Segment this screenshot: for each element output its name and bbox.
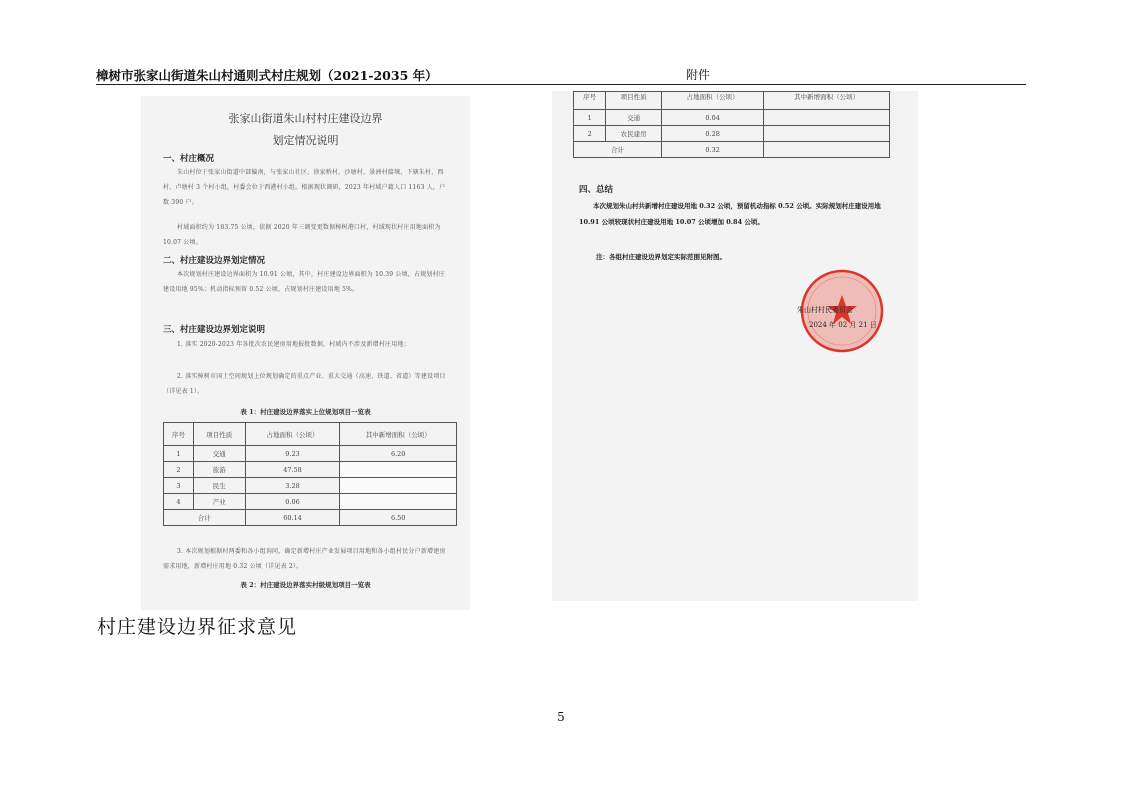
total-new: 6.50 <box>340 510 457 526</box>
cell <box>764 110 890 126</box>
cell: 1 <box>164 446 194 462</box>
table-header-row <box>164 423 457 446</box>
section-heading-3: 三、村庄建设边界划定说明 <box>163 325 266 335</box>
cell: 民生 <box>193 478 245 494</box>
page-number: 5 <box>557 710 565 724</box>
signing-organization: 朱山村村民委员会 <box>797 306 853 314</box>
total-new <box>764 142 890 158</box>
cell <box>340 494 457 510</box>
cell: 3.28 <box>245 478 340 494</box>
cell: 2 <box>574 126 606 142</box>
summary-paragraph: 本次规划朱山村共新增村庄建设用地 0.32 公顷，预留机动指标 0.52 公顷。实际规划村庄建设用地 10.91 公顷较现状村庄建设用地 10.07 公顷增加 0.84 公顷。 <box>579 202 881 226</box>
section-heading-1: 一、村庄概况 <box>163 154 215 164</box>
cell <box>764 126 890 142</box>
header-cell: 序号 <box>164 423 194 446</box>
table-row <box>164 478 457 494</box>
paragraph-overview: 朱山村位于张家山街道中部偏南，与张家山社区、徐家桥村、沙塘村、景洲村接壤，下辖朱村、西村、卢塘村 3 个村小组，村委会位于西港村小组。根据现状调研，2023 年村域户籍人口 1163 人，户数 390 户。 <box>163 169 446 206</box>
signing-date: 2024 年 02 月 21 日 <box>809 321 877 329</box>
header-rule <box>96 84 1026 85</box>
figure-caption: 村庄建设边界征求意见 <box>97 616 298 638</box>
scanned-page-left <box>141 96 470 610</box>
table-total-row <box>574 142 890 158</box>
table-total-row <box>164 510 457 526</box>
scan-title-line2: 划定情况说明 <box>272 134 339 147</box>
page-header <box>96 66 1026 86</box>
table-2 <box>573 91 890 158</box>
header-cell: 其中新增面积（公顷） <box>340 423 457 446</box>
paragraph-boundary: 本次规划村庄建设边界面积为 10.91 公顷，其中，村庄建设边界面积为 10.39 公顷，占规划村庄建设用地 95%；机动指标预留 0.52 公顷，占规划村庄建设用地 5%。 <box>163 271 445 293</box>
table-row <box>574 126 890 142</box>
paragraph-item-2: 2. 落实樟树市国土空间规划上位规划确定的重点产业、重大交通（高速、铁道、省道）等建设项目（详见表 1）。 <box>163 373 446 395</box>
cell <box>340 478 457 494</box>
table-1 <box>163 422 457 526</box>
header-cell: 其中新增面积（公顷） <box>764 92 890 110</box>
document-title: 樟树市张家山街道朱山村通则式村庄规划（2021-2035 年） <box>96 68 438 83</box>
table-row <box>164 462 457 478</box>
scan-title-line1: 张家山街道朱山村村庄建设边界 <box>228 112 383 125</box>
table-row <box>164 494 457 510</box>
cell: 4 <box>164 494 194 510</box>
header-cell: 占地面积（公顷） <box>245 423 340 446</box>
cell: 农民建房 <box>606 126 662 142</box>
cell: 产业 <box>193 494 245 510</box>
annex-label: 附件 <box>686 68 711 82</box>
cell: 0.28 <box>661 126 763 142</box>
cell: 交通 <box>193 446 245 462</box>
cell: 6.20 <box>340 446 457 462</box>
header-cell: 序号 <box>574 92 606 110</box>
cell: 47.58 <box>245 462 340 478</box>
header-cell: 占地面积（公顷） <box>661 92 763 110</box>
section-heading-4: 四、总结 <box>579 185 614 195</box>
total-label: 合计 <box>164 510 246 526</box>
table1-caption: 表 1：村庄建设边界落实上位规划项目一览表 <box>240 408 371 416</box>
cell: 3 <box>164 478 194 494</box>
scanned-page-right <box>552 91 918 601</box>
table-row <box>164 446 457 462</box>
total-area: 60.14 <box>245 510 340 526</box>
header-cell: 项目性质 <box>606 92 662 110</box>
table-header-row <box>574 92 890 110</box>
table2-caption: 表 2：村庄建设边界落实村级规划项目一览表 <box>240 581 371 589</box>
header-cell: 项目性质 <box>193 423 245 446</box>
cell: 0.04 <box>661 110 763 126</box>
cell <box>340 462 457 478</box>
paragraph-area: 村域面积约为 183.75 公顷，依据 2020 年三调变更数据樟树港口村，村域现状村庄用地面积为 10.07 公顷。 <box>163 224 441 246</box>
note-text: 注：各组村庄建设边界划定实际范围见附图。 <box>596 253 726 261</box>
cell: 0.06 <box>245 494 340 510</box>
cell: 9.23 <box>245 446 340 462</box>
cell: 1 <box>574 110 606 126</box>
section-heading-2: 二、村庄建设边界划定情况 <box>163 256 266 266</box>
cell: 2 <box>164 462 194 478</box>
cell: 旅游 <box>193 462 245 478</box>
total-area: 0.32 <box>661 142 763 158</box>
cell: 交通 <box>606 110 662 126</box>
table-row <box>574 110 890 126</box>
paragraph-item-3: 3. 本次规划根据村两委和各小组询问，确定新增村庄产业发展项目用地和各小组村民分户新增建房需求用地，新增村庄用地 0.32 公顷（详见表 2）。 <box>163 548 446 570</box>
paragraph-item-1: 1. 落实 2020-2023 年各批次农民建房用地报批数据，村域内不涉及新增村庄用地； <box>177 341 410 348</box>
total-label: 合计 <box>574 142 662 158</box>
